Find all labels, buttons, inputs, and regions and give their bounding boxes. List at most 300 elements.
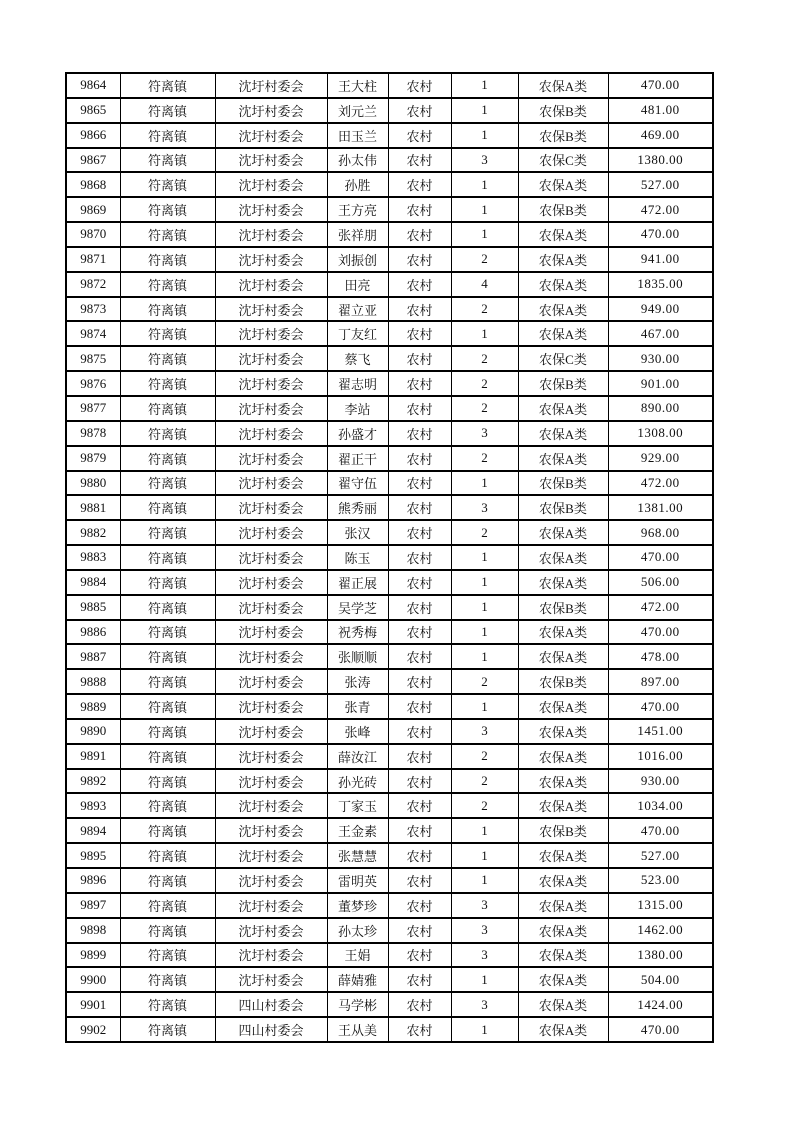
table-cell: 农保B类 <box>518 495 608 520</box>
table-cell: 符离镇 <box>120 272 215 297</box>
table-cell: 农保B类 <box>518 371 608 396</box>
table-cell: 农村 <box>388 520 451 545</box>
table-cell: 470.00 <box>608 818 713 843</box>
table-cell: 沈圩村委会 <box>215 421 327 446</box>
table-cell: 1 <box>451 98 518 123</box>
table-cell: 农村 <box>388 148 451 173</box>
table-cell: 1 <box>451 545 518 570</box>
table-cell: 符离镇 <box>120 843 215 868</box>
table-cell: 1462.00 <box>608 918 713 943</box>
table-cell: 农村 <box>388 843 451 868</box>
table-cell: 翟正展 <box>327 570 388 595</box>
table-cell: 沈圩村委会 <box>215 346 327 371</box>
table-cell: 9895 <box>66 843 120 868</box>
table-cell: 2 <box>451 793 518 818</box>
table-cell: 沈圩村委会 <box>215 197 327 222</box>
table-cell: 符离镇 <box>120 148 215 173</box>
table-cell: 1 <box>451 868 518 893</box>
table-cell: 刘元兰 <box>327 98 388 123</box>
table-cell: 沈圩村委会 <box>215 694 327 719</box>
table-cell: 翟志明 <box>327 371 388 396</box>
table-cell: 农村 <box>388 719 451 744</box>
table-cell: 467.00 <box>608 321 713 346</box>
table-cell: 农保A类 <box>518 222 608 247</box>
table-cell: 农保A类 <box>518 620 608 645</box>
table-cell: 1 <box>451 172 518 197</box>
table-cell: 符离镇 <box>120 694 215 719</box>
table-cell: 9870 <box>66 222 120 247</box>
table-cell: 农村 <box>388 694 451 719</box>
table-cell: 1381.00 <box>608 495 713 520</box>
table-cell: 农村 <box>388 967 451 992</box>
table-cell: 农村 <box>388 321 451 346</box>
table-cell: 沈圩村委会 <box>215 967 327 992</box>
table-cell: 蔡飞 <box>327 346 388 371</box>
table-cell: 农村 <box>388 769 451 794</box>
table-cell: 9888 <box>66 669 120 694</box>
table-cell: 王娟 <box>327 943 388 968</box>
table-cell: 农村 <box>388 570 451 595</box>
table-cell: 农保A类 <box>518 321 608 346</box>
table-cell: 四山村委会 <box>215 992 327 1017</box>
table-cell: 孙盛才 <box>327 421 388 446</box>
table-row <box>66 172 713 197</box>
table-row <box>66 421 713 446</box>
table-cell: 农村 <box>388 371 451 396</box>
table-cell: 9880 <box>66 471 120 496</box>
table-row <box>66 843 713 868</box>
table-cell: 吴学芝 <box>327 595 388 620</box>
table-cell: 1 <box>451 123 518 148</box>
table-cell: 符离镇 <box>120 744 215 769</box>
table-row <box>66 719 713 744</box>
table-cell: 9883 <box>66 545 120 570</box>
table-row <box>66 197 713 222</box>
table-cell: 雷明英 <box>327 868 388 893</box>
table-cell: 470.00 <box>608 545 713 570</box>
table-cell: 1315.00 <box>608 893 713 918</box>
table-cell: 470.00 <box>608 1017 713 1042</box>
table-cell: 农村 <box>388 421 451 446</box>
table-cell: 符离镇 <box>120 1017 215 1042</box>
table-cell: 1016.00 <box>608 744 713 769</box>
table-cell: 农保B类 <box>518 123 608 148</box>
table-cell: 沈圩村委会 <box>215 123 327 148</box>
table-cell: 农保A类 <box>518 421 608 446</box>
table-cell: 9866 <box>66 123 120 148</box>
table-cell: 张青 <box>327 694 388 719</box>
table-cell: 农村 <box>388 669 451 694</box>
table-cell: 符离镇 <box>120 222 215 247</box>
table-cell: 9889 <box>66 694 120 719</box>
table-cell: 沈圩村委会 <box>215 769 327 794</box>
table-cell: 930.00 <box>608 769 713 794</box>
table-cell: 沈圩村委会 <box>215 446 327 471</box>
table-row <box>66 73 713 98</box>
table-cell: 929.00 <box>608 446 713 471</box>
table-cell: 符离镇 <box>120 73 215 98</box>
table-cell: 农保A类 <box>518 943 608 968</box>
table-row <box>66 247 713 272</box>
table-cell: 祝秀梅 <box>327 620 388 645</box>
table-row <box>66 868 713 893</box>
table-cell: 沈圩村委会 <box>215 595 327 620</box>
table-cell: 农村 <box>388 818 451 843</box>
table-cell: 2 <box>451 769 518 794</box>
table-cell: 沈圩村委会 <box>215 868 327 893</box>
table-cell: 3 <box>451 918 518 943</box>
table-cell: 沈圩村委会 <box>215 471 327 496</box>
table-cell: 9896 <box>66 868 120 893</box>
table-cell: 农保B类 <box>518 818 608 843</box>
table-cell: 沈圩村委会 <box>215 943 327 968</box>
table-cell: 符离镇 <box>120 595 215 620</box>
table-cell: 符离镇 <box>120 545 215 570</box>
table-cell: 农保A类 <box>518 992 608 1017</box>
table-cell: 1380.00 <box>608 148 713 173</box>
table-row <box>66 297 713 322</box>
table-cell: 沈圩村委会 <box>215 148 327 173</box>
table-cell: 张慧慧 <box>327 843 388 868</box>
table-cell: 9898 <box>66 918 120 943</box>
table-row <box>66 1017 713 1042</box>
table-cell: 4 <box>451 272 518 297</box>
table-cell: 农保A类 <box>518 719 608 744</box>
table-cell: 1 <box>451 197 518 222</box>
table-cell: 沈圩村委会 <box>215 371 327 396</box>
table-cell: 沈圩村委会 <box>215 893 327 918</box>
table-cell: 孙胜 <box>327 172 388 197</box>
table-cell: 农村 <box>388 471 451 496</box>
table-cell: 董梦珍 <box>327 893 388 918</box>
table-cell: 9879 <box>66 446 120 471</box>
table-cell: 1835.00 <box>608 272 713 297</box>
table-cell: 沈圩村委会 <box>215 272 327 297</box>
table-cell: 2 <box>451 669 518 694</box>
table-cell: 3 <box>451 495 518 520</box>
table-cell: 470.00 <box>608 620 713 645</box>
table-cell: 农保A类 <box>518 520 608 545</box>
table-cell: 农村 <box>388 644 451 669</box>
table-cell: 符离镇 <box>120 719 215 744</box>
table-cell: 9874 <box>66 321 120 346</box>
table-cell: 1380.00 <box>608 943 713 968</box>
table-row <box>66 595 713 620</box>
table-cell: 农村 <box>388 222 451 247</box>
table-cell: 1 <box>451 471 518 496</box>
table-cell: 农保A类 <box>518 73 608 98</box>
table-cell: 农村 <box>388 272 451 297</box>
table-cell: 农保A类 <box>518 967 608 992</box>
table-cell: 农村 <box>388 545 451 570</box>
table-cell: 523.00 <box>608 868 713 893</box>
table-cell: 沈圩村委会 <box>215 570 327 595</box>
table-cell: 符离镇 <box>120 918 215 943</box>
table-cell: 沈圩村委会 <box>215 818 327 843</box>
table-cell: 农村 <box>388 918 451 943</box>
table-cell: 3 <box>451 421 518 446</box>
table-cell: 符离镇 <box>120 943 215 968</box>
table-cell: 张峰 <box>327 719 388 744</box>
table-cell: 9891 <box>66 744 120 769</box>
table-row <box>66 893 713 918</box>
table-cell: 3 <box>451 943 518 968</box>
table-row <box>66 545 713 570</box>
table-cell: 1 <box>451 694 518 719</box>
table-cell: 农村 <box>388 595 451 620</box>
table-cell: 470.00 <box>608 222 713 247</box>
table-row <box>66 818 713 843</box>
table-row <box>66 272 713 297</box>
table-cell: 符离镇 <box>120 818 215 843</box>
table-cell: 9894 <box>66 818 120 843</box>
table-cell: 农保A类 <box>518 570 608 595</box>
table-cell: 农村 <box>388 73 451 98</box>
table-row <box>66 744 713 769</box>
table-cell: 农村 <box>388 793 451 818</box>
table-cell: 孙太伟 <box>327 148 388 173</box>
table-body <box>66 73 713 1042</box>
table-row <box>66 644 713 669</box>
table-cell: 9881 <box>66 495 120 520</box>
table-cell: 1 <box>451 73 518 98</box>
table-cell: 马学彬 <box>327 992 388 1017</box>
table-cell: 田玉兰 <box>327 123 388 148</box>
table-cell: 472.00 <box>608 471 713 496</box>
table-cell: 符离镇 <box>120 297 215 322</box>
table-cell: 符离镇 <box>120 421 215 446</box>
table-cell: 1 <box>451 1017 518 1042</box>
table-cell: 农村 <box>388 1017 451 1042</box>
table-cell: 470.00 <box>608 73 713 98</box>
table-cell: 农保A类 <box>518 918 608 943</box>
table-row <box>66 520 713 545</box>
table-cell: 9893 <box>66 793 120 818</box>
table-cell: 农保A类 <box>518 793 608 818</box>
table-cell: 农村 <box>388 992 451 1017</box>
table-cell: 农保A类 <box>518 446 608 471</box>
table-cell: 9864 <box>66 73 120 98</box>
table-cell: 农保A类 <box>518 272 608 297</box>
table-cell: 农保A类 <box>518 396 608 421</box>
table-cell: 504.00 <box>608 967 713 992</box>
table-cell: 符离镇 <box>120 769 215 794</box>
table-cell: 农保A类 <box>518 769 608 794</box>
table-cell: 1 <box>451 620 518 645</box>
table-cell: 9873 <box>66 297 120 322</box>
table-cell: 901.00 <box>608 371 713 396</box>
table-cell: 890.00 <box>608 396 713 421</box>
table-cell: 符离镇 <box>120 371 215 396</box>
table-cell: 农村 <box>388 172 451 197</box>
table-cell: 农保A类 <box>518 893 608 918</box>
table-cell: 1451.00 <box>608 719 713 744</box>
table-cell: 符离镇 <box>120 793 215 818</box>
table-cell: 968.00 <box>608 520 713 545</box>
table-cell: 翟守伍 <box>327 471 388 496</box>
table-cell: 农村 <box>388 396 451 421</box>
table-row <box>66 769 713 794</box>
table-cell: 2 <box>451 247 518 272</box>
table-cell: 符离镇 <box>120 123 215 148</box>
table-cell: 2 <box>451 297 518 322</box>
table-row <box>66 694 713 719</box>
table-cell: 田亮 <box>327 272 388 297</box>
table-cell: 9876 <box>66 371 120 396</box>
table-cell: 沈圩村委会 <box>215 620 327 645</box>
table-cell: 1 <box>451 843 518 868</box>
table-cell: 符离镇 <box>120 992 215 1017</box>
table-cell: 527.00 <box>608 172 713 197</box>
table-cell: 符离镇 <box>120 98 215 123</box>
table-cell: 农保A类 <box>518 172 608 197</box>
table-row <box>66 346 713 371</box>
table-cell: 1 <box>451 967 518 992</box>
table-cell: 949.00 <box>608 297 713 322</box>
table-cell: 3 <box>451 992 518 1017</box>
table-row <box>66 793 713 818</box>
table-cell: 农保A类 <box>518 247 608 272</box>
table-row <box>66 98 713 123</box>
table-cell: 1 <box>451 570 518 595</box>
table-cell: 9867 <box>66 148 120 173</box>
table-cell: 农村 <box>388 868 451 893</box>
table-cell: 2 <box>451 371 518 396</box>
table-cell: 481.00 <box>608 98 713 123</box>
table-cell: 沈圩村委会 <box>215 918 327 943</box>
table-cell: 农村 <box>388 495 451 520</box>
table-cell: 农村 <box>388 893 451 918</box>
table-cell: 农保A类 <box>518 1017 608 1042</box>
table-cell: 506.00 <box>608 570 713 595</box>
table-row <box>66 396 713 421</box>
table-cell: 9868 <box>66 172 120 197</box>
table-cell: 1 <box>451 644 518 669</box>
table-cell: 丁家玉 <box>327 793 388 818</box>
table-cell: 符离镇 <box>120 446 215 471</box>
table-cell: 农村 <box>388 297 451 322</box>
table-row <box>66 495 713 520</box>
table-cell: 农保A类 <box>518 694 608 719</box>
table-cell: 2 <box>451 520 518 545</box>
table-cell: 9900 <box>66 967 120 992</box>
table-cell: 符离镇 <box>120 172 215 197</box>
table-cell: 沈圩村委会 <box>215 172 327 197</box>
table-cell: 沈圩村委会 <box>215 73 327 98</box>
table-cell: 沈圩村委会 <box>215 545 327 570</box>
table-cell: 农村 <box>388 98 451 123</box>
table-cell: 478.00 <box>608 644 713 669</box>
table-cell: 符离镇 <box>120 620 215 645</box>
table-cell: 张顺顺 <box>327 644 388 669</box>
table-cell: 农保A类 <box>518 644 608 669</box>
table-cell: 3 <box>451 893 518 918</box>
table-cell: 2 <box>451 446 518 471</box>
table-cell: 9901 <box>66 992 120 1017</box>
table-row <box>66 123 713 148</box>
table-cell: 9875 <box>66 346 120 371</box>
table-cell: 沈圩村委会 <box>215 98 327 123</box>
table-cell: 熊秀丽 <box>327 495 388 520</box>
table-cell: 符离镇 <box>120 520 215 545</box>
table-cell: 符离镇 <box>120 197 215 222</box>
table-cell: 刘振创 <box>327 247 388 272</box>
table-cell: 527.00 <box>608 843 713 868</box>
table-cell: 沈圩村委会 <box>215 644 327 669</box>
table-cell: 沈圩村委会 <box>215 719 327 744</box>
table-cell: 薛婧雅 <box>327 967 388 992</box>
table-cell: 农村 <box>388 123 451 148</box>
table-row <box>66 943 713 968</box>
table-cell: 孙太珍 <box>327 918 388 943</box>
table-cell: 农村 <box>388 943 451 968</box>
table-cell: 1 <box>451 321 518 346</box>
table-cell: 符离镇 <box>120 570 215 595</box>
table-cell: 农保A类 <box>518 843 608 868</box>
table-cell: 农保B类 <box>518 98 608 123</box>
table-cell: 农保A类 <box>518 545 608 570</box>
table-row <box>66 148 713 173</box>
table-cell: 符离镇 <box>120 247 215 272</box>
table-cell: 9886 <box>66 620 120 645</box>
table-cell: 472.00 <box>608 595 713 620</box>
table-row <box>66 992 713 1017</box>
table-row <box>66 570 713 595</box>
table-cell: 农村 <box>388 744 451 769</box>
table-cell: 沈圩村委会 <box>215 520 327 545</box>
table-cell: 四山村委会 <box>215 1017 327 1042</box>
table-cell: 符离镇 <box>120 396 215 421</box>
table-cell: 2 <box>451 346 518 371</box>
table-cell: 符离镇 <box>120 321 215 346</box>
table-cell: 1 <box>451 818 518 843</box>
table-cell: 王从美 <box>327 1017 388 1042</box>
table-cell: 翟正干 <box>327 446 388 471</box>
table-cell: 3 <box>451 148 518 173</box>
table-cell: 农保C类 <box>518 346 608 371</box>
table-cell: 沈圩村委会 <box>215 297 327 322</box>
table-cell: 2 <box>451 396 518 421</box>
table-cell: 农保B类 <box>518 669 608 694</box>
table-cell: 2 <box>451 744 518 769</box>
table-cell: 符离镇 <box>120 471 215 496</box>
table-row <box>66 669 713 694</box>
beneficiary-table <box>65 72 714 1043</box>
table-cell: 9872 <box>66 272 120 297</box>
table-cell: 沈圩村委会 <box>215 321 327 346</box>
table-cell: 王方亮 <box>327 197 388 222</box>
table-row <box>66 620 713 645</box>
table-cell: 沈圩村委会 <box>215 669 327 694</box>
table-cell: 1424.00 <box>608 992 713 1017</box>
table-cell: 符离镇 <box>120 893 215 918</box>
table-cell: 农保B类 <box>518 595 608 620</box>
table-cell: 9865 <box>66 98 120 123</box>
table-row <box>66 471 713 496</box>
table-cell: 农保C类 <box>518 148 608 173</box>
table-cell: 沈圩村委会 <box>215 843 327 868</box>
table-cell: 469.00 <box>608 123 713 148</box>
table-cell: 9885 <box>66 595 120 620</box>
table-cell: 9869 <box>66 197 120 222</box>
table-cell: 陈玉 <box>327 545 388 570</box>
table-cell: 沈圩村委会 <box>215 495 327 520</box>
table-cell: 丁友红 <box>327 321 388 346</box>
table-cell: 符离镇 <box>120 669 215 694</box>
table-cell: 9871 <box>66 247 120 272</box>
table-cell: 孙光砖 <box>327 769 388 794</box>
table-cell: 930.00 <box>608 346 713 371</box>
